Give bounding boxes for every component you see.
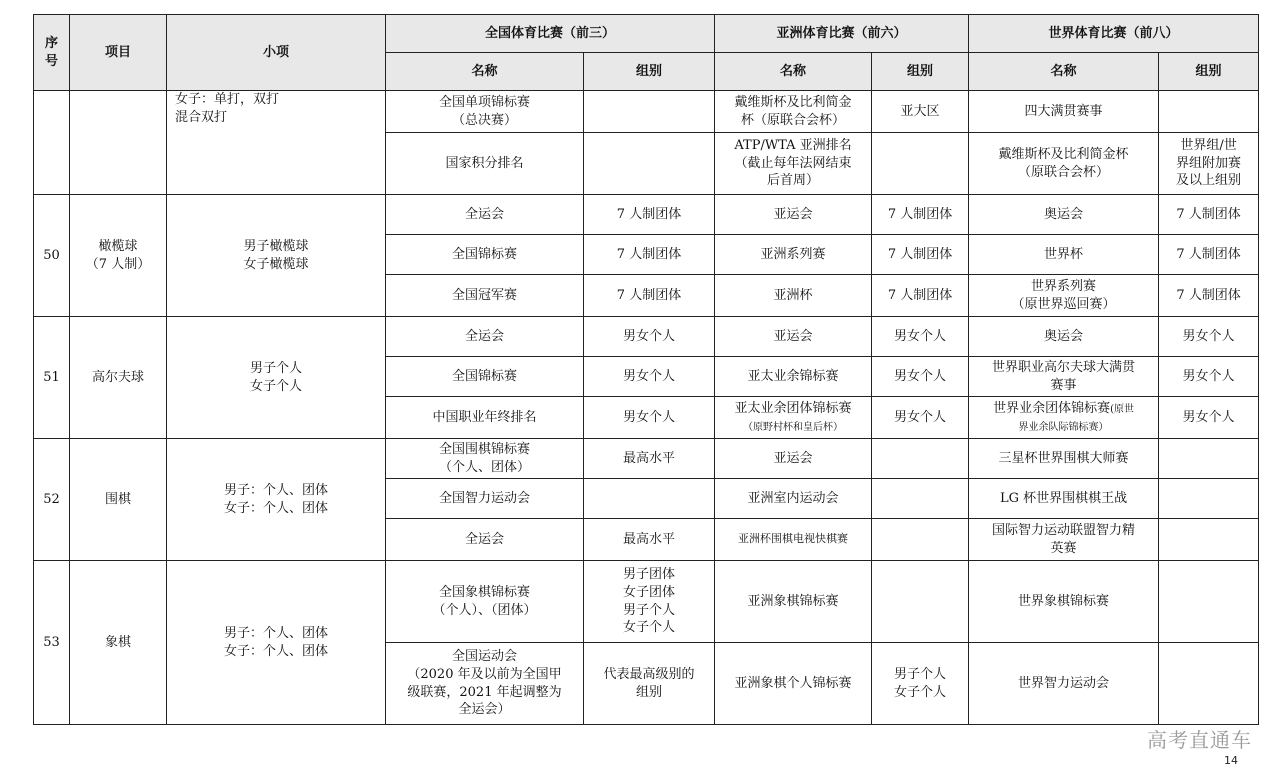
go-seq: 52: [34, 439, 70, 561]
table-cell: [1159, 643, 1259, 725]
table-cell: 世界职业高尔夫球大满贯 赛事: [969, 357, 1159, 397]
table-cell: 7 人制团体: [872, 195, 969, 235]
table-cell: 国际智力运动联盟智力精 英赛: [969, 519, 1159, 561]
table-cell: 全国运动会 （2020 年及以前为全国甲 级联赛，2021 年起调整为 全运会）: [386, 643, 584, 725]
header-asian: 亚洲体育比赛（前六）: [715, 15, 969, 53]
table-cell: 亚运会: [715, 439, 872, 479]
sports-competition-table: [33, 14, 1259, 725]
table-cell: LG 杯世界围棋棋王战: [969, 479, 1159, 519]
tennis-sub: 女子：单打，双打 混合双打: [167, 91, 386, 195]
header-world: 世界体育比赛（前八）: [969, 15, 1259, 53]
table-cell: 世界象棋锦标赛: [969, 561, 1159, 643]
table-cell: [584, 479, 715, 519]
table-cell: [715, 397, 872, 439]
table-cell: 奥运会: [969, 195, 1159, 235]
table-cell: 亚大区: [872, 91, 969, 133]
header-name: 名称: [969, 53, 1159, 91]
table-cell: [1159, 479, 1259, 519]
table-cell: 男女个人: [872, 317, 969, 357]
table-cell: 男女个人: [1159, 397, 1259, 439]
table-cell: 全国冠军赛: [386, 275, 584, 317]
golf-sub: 男子个人 女子个人: [167, 317, 386, 439]
header-group: 组别: [872, 53, 969, 91]
table-cell: 戴维斯杯及比利简金杯 （原联合会杯）: [969, 133, 1159, 195]
table-cell: 亚洲杯围棋电视快棋赛: [715, 519, 872, 561]
table-cell: 男女个人: [584, 317, 715, 357]
table-cell: 全国象棋锦标赛 （个人）、（团体）: [386, 561, 584, 643]
go-project: 围棋: [70, 439, 167, 561]
table-cell: 男女个人: [584, 357, 715, 397]
table-cell: 男女个人: [1159, 317, 1259, 357]
cell-note: （原野村杯和皇后杯）: [743, 421, 844, 433]
table-cell: 三星杯世界围棋大师赛: [969, 439, 1159, 479]
table-cell: 亚运会: [715, 195, 872, 235]
golf-project: 高尔夫球: [70, 317, 167, 439]
table-cell: 亚洲象棋锦标赛: [715, 561, 872, 643]
header-seq: 序 号: [34, 15, 70, 91]
table-cell: 7 人制团体: [584, 235, 715, 275]
table-cell: 男女个人: [872, 397, 969, 439]
table-cell: 全国智力运动会: [386, 479, 584, 519]
table-cell: [872, 133, 969, 195]
table-cell: ATP/WTA 亚洲排名 （截止每年法网结束 后首周）: [715, 133, 872, 195]
rugby-seq: 50: [34, 195, 70, 317]
table-cell: 世界组/世 界组附加赛 及以上组别: [1159, 133, 1259, 195]
header-group: 组别: [584, 53, 715, 91]
table-cell: [872, 519, 969, 561]
table-cell: 最高水平: [584, 519, 715, 561]
xiangqi-seq: 53: [34, 561, 70, 725]
header-group: 组别: [1159, 53, 1259, 91]
table-cell: [1159, 439, 1259, 479]
table-cell: 世界系列赛 （原世界巡回赛）: [969, 275, 1159, 317]
table-cell: 世界智力运动会: [969, 643, 1159, 725]
table-cell: [584, 133, 715, 195]
xiangqi-sub: 男子：个人、团体 女子：个人、团体: [167, 561, 386, 725]
watermark: 高考直通车: [1147, 728, 1252, 752]
cell-project-empty: [70, 91, 167, 195]
table-cell: [1159, 91, 1259, 133]
table-cell: 全国围棋锦标赛 （个人、团体）: [386, 439, 584, 479]
table-cell: 戴维斯杯及比利简金 杯（原联合会杯）: [715, 91, 872, 133]
table-cell: 国家积分排名: [386, 133, 584, 195]
header-sub: 小项: [167, 15, 386, 91]
table-cell: 亚洲杯: [715, 275, 872, 317]
table-cell: 全运会: [386, 519, 584, 561]
golf-seq: 51: [34, 317, 70, 439]
header-name: 名称: [715, 53, 872, 91]
table-cell: 亚洲系列赛: [715, 235, 872, 275]
table-cell: 7 人制团体: [1159, 195, 1259, 235]
xiangqi-project: 象棋: [70, 561, 167, 725]
table-cell: 7 人制团体: [584, 275, 715, 317]
table-cell: 中国职业年终排名: [386, 397, 584, 439]
table-cell: 最高水平: [584, 439, 715, 479]
table-cell: 7 人制团体: [872, 275, 969, 317]
table-cell: [584, 91, 715, 133]
table-cell: 全国单项锦标赛 （总决赛）: [386, 91, 584, 133]
table-cell: 7 人制团体: [584, 195, 715, 235]
table-cell: 男子个人 女子个人: [872, 643, 969, 725]
table-cell: 男子团体 女子团体 男子个人 女子个人: [584, 561, 715, 643]
cell-text: 世界业余团体锦标赛: [993, 400, 1111, 416]
rugby-project: 橄榄球 （7 人制）: [70, 195, 167, 317]
header-name: 名称: [386, 53, 584, 91]
header-project: 项目: [70, 15, 167, 91]
table-cell: [872, 439, 969, 479]
table-cell: 男女个人: [1159, 357, 1259, 397]
table-cell: 奥运会: [969, 317, 1159, 357]
table-cell: 亚洲室内运动会: [715, 479, 872, 519]
go-sub: 男子：个人、团体 女子：个人、团体: [167, 439, 386, 561]
table-cell: 四大满贯赛事: [969, 91, 1159, 133]
page-number: 14: [1224, 754, 1238, 767]
table-cell: 世界杯: [969, 235, 1159, 275]
table-cell: 7 人制团体: [1159, 275, 1259, 317]
table-cell: 亚洲象棋个人锦标赛: [715, 643, 872, 725]
table-cell: 亚太业余锦标赛: [715, 357, 872, 397]
cell-seq-empty: [34, 91, 70, 195]
table-cell: [872, 479, 969, 519]
cell-note: (原世 界业余队际锦标赛）: [1018, 403, 1134, 433]
table-cell: 全国锦标赛: [386, 357, 584, 397]
table-cell: 亚运会: [715, 317, 872, 357]
table-cell: 全运会: [386, 317, 584, 357]
table-cell: 7 人制团体: [1159, 235, 1259, 275]
table-cell: [1159, 519, 1259, 561]
table-cell: [872, 561, 969, 643]
cell-text: 亚太业余团体锦标赛: [734, 400, 852, 416]
rugby-sub: 男子橄榄球 女子橄榄球: [167, 195, 386, 317]
table-cell: 全运会: [386, 195, 584, 235]
table-cell: [969, 397, 1159, 439]
table-cell: 7 人制团体: [872, 235, 969, 275]
table-cell: 男女个人: [872, 357, 969, 397]
table-cell: [1159, 561, 1259, 643]
table-cell: 男女个人: [584, 397, 715, 439]
table-cell: 代表最高级别的 组别: [584, 643, 715, 725]
table-cell: 全国锦标赛: [386, 235, 584, 275]
header-national: 全国体育比赛（前三）: [386, 15, 715, 53]
